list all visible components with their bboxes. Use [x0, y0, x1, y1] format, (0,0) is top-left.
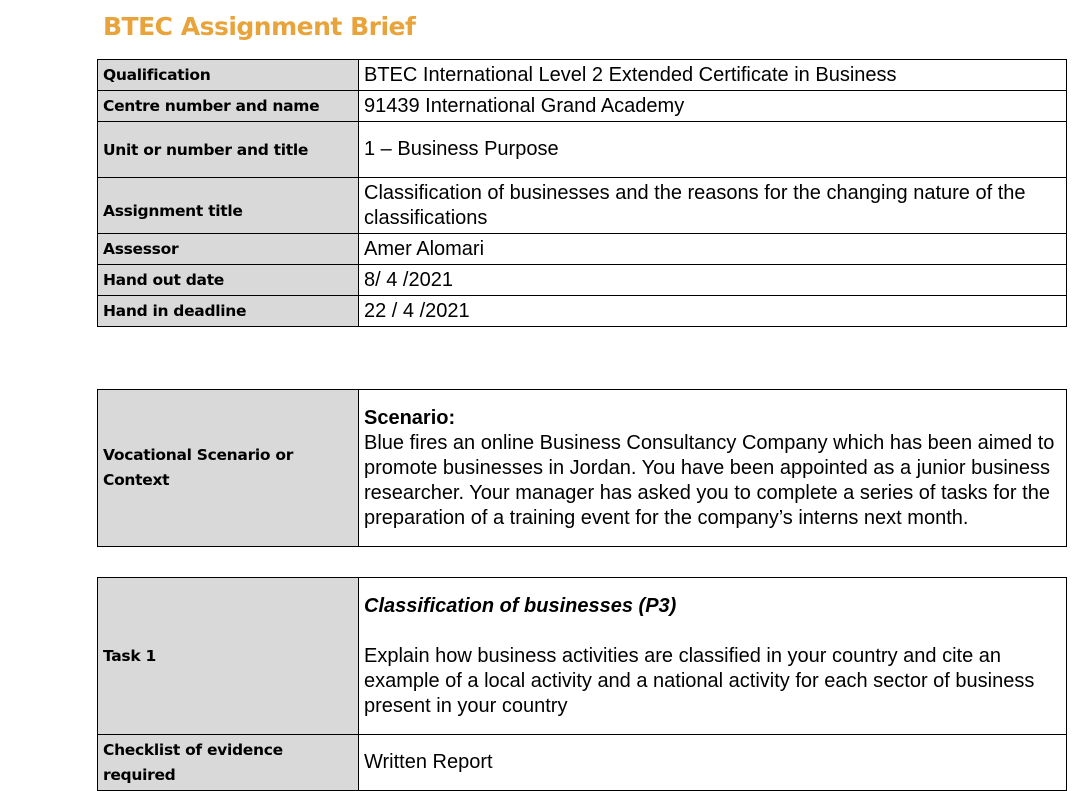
assignment-details-table	[97, 59, 1067, 327]
assignment-title-label: Assignment title	[98, 178, 359, 234]
table-row	[98, 735, 1067, 791]
task1-text: Explain how business activities are classified in your country and cite an example of a local activity and a national activity for each sector of business present in your country	[364, 644, 1035, 717]
assignment-title-value: Classification of businesses and the reasons for the changing nature of the classifications	[359, 178, 1067, 234]
scenario-label: Vocational Scenario or Context	[98, 390, 359, 547]
task1-label: Task 1	[98, 578, 359, 735]
table-row	[98, 296, 1067, 327]
table-row	[98, 91, 1067, 122]
table-row	[98, 122, 1067, 178]
centre-label: Centre number and name	[98, 91, 359, 122]
hand-out-value: 8/ 4 /2021	[359, 265, 1067, 296]
unit-label: Unit or number and title	[98, 122, 359, 178]
task1-heading: Classification of businesses (P3)	[364, 594, 677, 617]
assessor-value: Amer Alomari	[359, 234, 1067, 265]
scenario-cell	[359, 390, 1067, 547]
table-row	[98, 578, 1067, 735]
centre-value: 91439 International Grand Academy	[359, 91, 1067, 122]
deadline-label: Hand in deadline	[98, 296, 359, 327]
table-row	[98, 390, 1067, 547]
checklist-label: Checklist of evidence required	[98, 735, 359, 791]
task1-cell	[359, 578, 1067, 735]
table-row	[98, 265, 1067, 296]
table-row	[98, 60, 1067, 91]
page-title: BTEC Assignment Brief	[103, 12, 416, 41]
assessor-label: Assessor	[98, 234, 359, 265]
checklist-value: Written Report	[359, 735, 1067, 791]
deadline-value: 22 / 4 /2021	[359, 296, 1067, 327]
unit-value: 1 – Business Purpose	[359, 122, 1067, 178]
table-row	[98, 234, 1067, 265]
qualification-value: BTEC International Level 2 Extended Certificate in Business	[359, 60, 1067, 91]
hand-out-label: Hand out date	[98, 265, 359, 296]
scenario-table	[97, 389, 1067, 547]
qualification-label: Qualification	[98, 60, 359, 91]
scenario-text: Blue fires an online Business Consultancy Company which has been aimed to promote businesses in Jordan. You have been appointed as a junior business researcher. Your manager has asked you to complete a series of tasks for the preparation of a training event for the company’s interns next month.	[364, 431, 1055, 529]
scenario-heading: Scenario:	[364, 406, 456, 429]
table-row	[98, 178, 1067, 234]
task-table	[97, 577, 1067, 791]
